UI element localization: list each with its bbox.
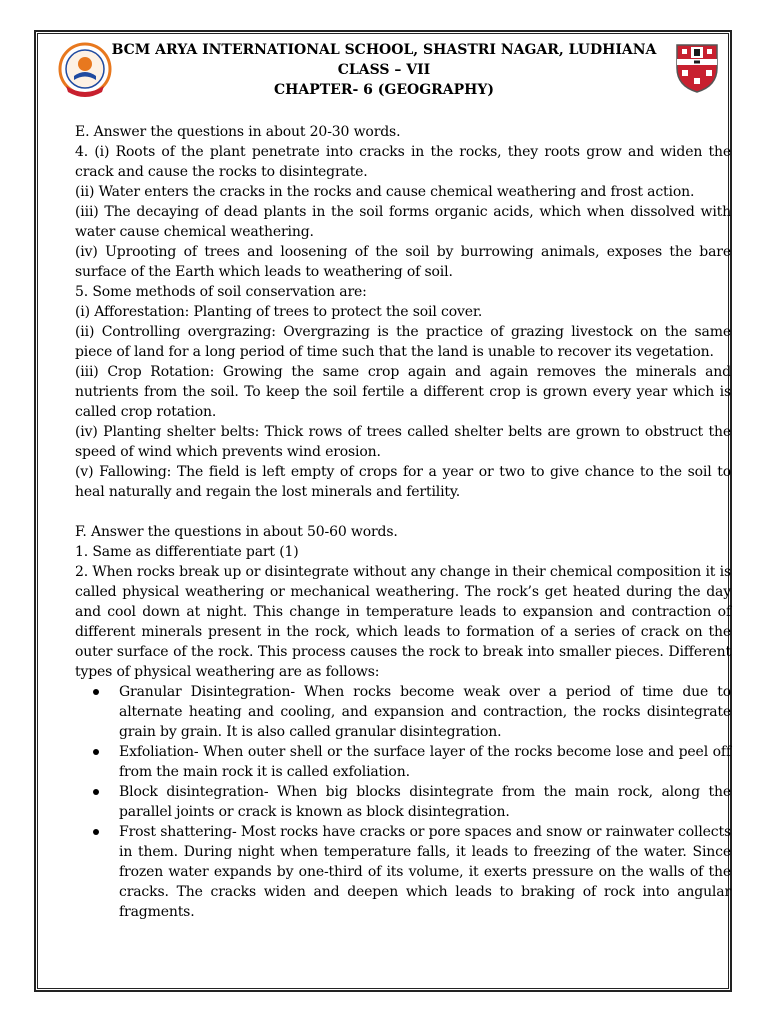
school-name: BCM ARYA INTERNATIONAL SCHOOL, SHASTRI NAGAR, LUDHIANA	[111, 42, 657, 58]
bullet-icon	[93, 829, 99, 835]
list-item-text: Exfoliation- When outer shell or the surface layer of the rocks become lose and peel off from the main rock it is called exfoliation.	[119, 744, 731, 780]
list-item-text: Block disintegration- When big blocks disintegrate from the main rock, along the parallel joints or crack is known as block disintegration.	[119, 784, 731, 820]
bullet-icon	[93, 789, 99, 795]
q5-method-5: (v) Fallowing: The field is left empty of crops for a year or two to give chance to the soil to heal naturally and regain the lost minerals and fertility.	[75, 464, 731, 500]
document-header	[40, 40, 728, 112]
bullet-icon	[93, 749, 99, 755]
q4-part-3: (iii) The decaying of dead plants in the soil forms organic acids, which when dissolved with water cause chemical weathering.	[75, 204, 731, 240]
bullet-icon	[93, 689, 99, 695]
section-f-heading: F. Answer the questions in about 50-60 words.	[75, 524, 398, 540]
section-spacer	[75, 502, 731, 522]
class-title: CLASS – VII	[337, 62, 431, 78]
q4-part-1: 4. (i) Roots of the plant penetrate into cracks in the rocks, they roots grow and widen the crack and cause the rocks to disintegrate.	[75, 144, 731, 180]
list-item	[75, 782, 731, 822]
q5-method-2: (ii) Controlling overgrazing: Overgrazing is the practice of grazing livestock on the same piece of land for a long period of time such that the land is unable to recover its vegetation.	[75, 324, 731, 360]
list-item-text: Frost shattering- Most rocks have cracks or pore spaces and snow or rainwater collects in them. During night when temperature falls, it leads to freezing of the water. Since frozen water expands by one-third of its volume, it exerts pressure on the walls of the cracks. The cracks widen and deepen which leads to braking of rock into angular fragments.	[119, 824, 731, 920]
crest-shield-icon	[674, 42, 720, 94]
list-item-text: Granular Disintegration- When rocks become weak over a period of time due to alternate heating and cooling, and expansion and contraction, the rocks disintegrate grain by grain. It is also called granular disintegration.	[119, 684, 731, 740]
q5-method-3: (iii) Crop Rotation: Growing the same crop again and again removes the minerals and nutrients from the soil. To keep the soil fertile a different crop is grown every year which is called crop rotation.	[75, 364, 731, 420]
q5-intro: 5. Some methods of soil conservation are:	[75, 284, 367, 300]
f-q1: 1. Same as differentiate part (1)	[75, 544, 299, 560]
list-item	[75, 822, 731, 922]
list-item	[75, 682, 731, 742]
chapter-title: CHAPTER- 6 (GEOGRAPHY)	[273, 82, 495, 98]
q4-part-2: (ii) Water enters the cracks in the rocks and cause chemical weathering and frost action.	[75, 184, 695, 200]
q4-part-4: (iv) Uprooting of trees and loosening of the soil by burrowing animals, exposes the bare surface of the Earth which leads to weathering of soil.	[75, 244, 731, 280]
q5-method-4: (iv) Planting shelter belts: Thick rows of trees called shelter belts are grown to obstruct the speed of wind which prevents wind erosion.	[75, 424, 731, 460]
list-item	[75, 742, 731, 782]
document-body	[75, 122, 731, 922]
weathering-types-list	[75, 682, 731, 922]
f-q2: 2. When rocks break up or disintegrate without any change in their chemical composition it is called physical weathering or mechanical weathering. The rock’s get heated during the day and cool down at night. This change in temperature leads to expansion and contraction of different minerals present in the rock, which leads to formation of a series of crack on the outer surface of the rock. This process causes the rock to break into smaller pieces. Different types of physical weathering are as follows:	[75, 564, 731, 680]
section-e-heading: E. Answer the questions in about 20-30 words.	[75, 124, 401, 140]
q5-method-1: (i) Afforestation: Planting of trees to protect the soil cover.	[75, 304, 483, 320]
